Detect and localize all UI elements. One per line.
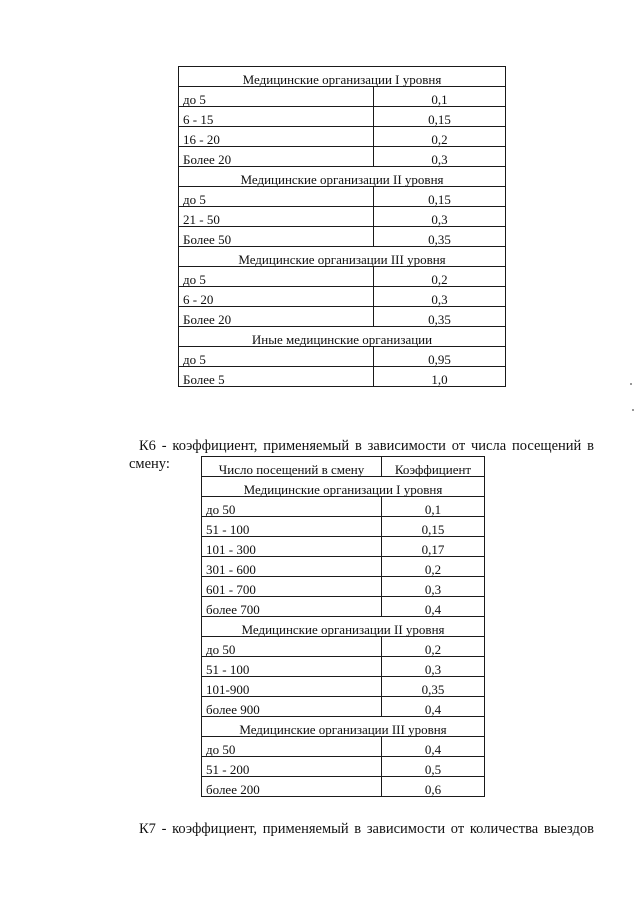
visits-per-shift-table-header	[202, 457, 485, 477]
coefficient-cell: 0,3	[374, 207, 506, 227]
range-cell: до 50	[202, 637, 382, 657]
coefficient-cell: 0,2	[374, 127, 506, 147]
scan-speck	[630, 383, 632, 385]
range-cell: 301 - 600	[202, 557, 382, 577]
coefficient-cell: 1,0	[374, 367, 506, 387]
coefficient-cell: 0,4	[382, 737, 485, 757]
range-cell: 51 - 100	[202, 657, 382, 677]
table-row	[179, 107, 506, 127]
range-cell: 51 - 200	[202, 757, 382, 777]
range-cell: более 900	[202, 697, 382, 717]
coefficient-cell: 0,4	[382, 697, 485, 717]
section-header-row	[202, 477, 485, 497]
visits-per-shift-table-body	[202, 477, 485, 797]
section-header-row	[179, 247, 506, 267]
table-row	[202, 677, 485, 697]
table-row	[179, 367, 506, 387]
table-row	[179, 267, 506, 287]
coefficient-cell: 0,95	[374, 347, 506, 367]
coefficient-cell: 0,1	[382, 497, 485, 517]
coefficient-cell: 0,2	[374, 267, 506, 287]
coefficient-cell: 0,4	[382, 597, 485, 617]
section-title: Медицинские организации I уровня	[179, 67, 506, 87]
coefficient-cell: 0,3	[382, 577, 485, 597]
table-row	[179, 87, 506, 107]
range-cell: до 5	[179, 267, 374, 287]
table-row	[202, 777, 485, 797]
table-row	[179, 347, 506, 367]
range-cell: до 5	[179, 87, 374, 107]
range-cell: до 5	[179, 347, 374, 367]
coefficient-cell: 0,35	[382, 677, 485, 697]
coefficient-cell: 0,15	[374, 107, 506, 127]
section-title: Медицинские организации II уровня	[202, 617, 485, 637]
table-row	[179, 287, 506, 307]
table-row	[179, 207, 506, 227]
coefficient-cell: 0,6	[382, 777, 485, 797]
range-cell: Более 5	[179, 367, 374, 387]
section-header-row	[179, 167, 506, 187]
range-cell: 51 - 100	[202, 517, 382, 537]
coefficient-table-1-body	[179, 67, 506, 387]
table-row	[202, 497, 485, 517]
section-title: Медицинские организации II уровня	[179, 167, 506, 187]
section-header-row	[202, 717, 485, 737]
table-row	[179, 147, 506, 167]
range-cell: 6 - 15	[179, 107, 374, 127]
coefficient-cell: 0,3	[382, 657, 485, 677]
range-cell: до 50	[202, 497, 382, 517]
range-cell: 16 - 20	[179, 127, 374, 147]
k6-paragraph-line1: К6 - коэффициент, применяемый в зависимости от числа посещений в	[139, 438, 594, 454]
coefficient-cell: 0,2	[382, 557, 485, 577]
visits-per-shift-table	[201, 456, 485, 797]
coefficient-cell: 0,35	[374, 227, 506, 247]
coefficient-cell: 0,35	[374, 307, 506, 327]
section-header-row	[179, 327, 506, 347]
k6-paragraph-line2: смену:	[129, 456, 170, 472]
section-title: Медицинские организации III уровня	[202, 717, 485, 737]
section-header-row	[179, 67, 506, 87]
table-row	[202, 597, 485, 617]
table-row	[179, 307, 506, 327]
section-header-row	[202, 617, 485, 637]
coefficient-cell: 0,3	[374, 147, 506, 167]
coefficient-cell: 0,3	[374, 287, 506, 307]
table-row	[202, 657, 485, 677]
table-header-row	[202, 457, 485, 477]
coefficient-cell: 0,17	[382, 537, 485, 557]
header-coefficient: Коэффициент	[382, 457, 485, 477]
table-row	[179, 187, 506, 207]
coefficient-cell: 0,5	[382, 757, 485, 777]
table-row	[179, 227, 506, 247]
range-cell: Более 20	[179, 307, 374, 327]
coefficient-cell: 0,15	[382, 517, 485, 537]
k7-paragraph: К7 - коэффициент, применяемый в зависимости от количества выездов	[139, 821, 594, 837]
section-title: Медицинские организации I уровня	[202, 477, 485, 497]
range-cell: 101 - 300	[202, 537, 382, 557]
table-row	[202, 517, 485, 537]
section-title: Медицинские организации III уровня	[179, 247, 506, 267]
range-cell: до 50	[202, 737, 382, 757]
range-cell: 101-900	[202, 677, 382, 697]
section-title: Иные медицинские организации	[179, 327, 506, 347]
coefficient-cell: 0,15	[374, 187, 506, 207]
header-visits-per-shift: Число посещений в смену	[202, 457, 382, 477]
range-cell: до 5	[179, 187, 374, 207]
range-cell: более 200	[202, 777, 382, 797]
table-row	[202, 557, 485, 577]
table-row	[202, 737, 485, 757]
table-row	[202, 757, 485, 777]
table-row	[179, 127, 506, 147]
range-cell: Более 50	[179, 227, 374, 247]
table-row	[202, 697, 485, 717]
scan-speck	[632, 409, 634, 411]
range-cell: Более 20	[179, 147, 374, 167]
range-cell: более 700	[202, 597, 382, 617]
range-cell: 6 - 20	[179, 287, 374, 307]
range-cell: 21 - 50	[179, 207, 374, 227]
range-cell: 601 - 700	[202, 577, 382, 597]
table-row	[202, 577, 485, 597]
table-row	[202, 537, 485, 557]
coefficient-table-1	[178, 66, 506, 387]
coefficient-cell: 0,1	[374, 87, 506, 107]
coefficient-cell: 0,2	[382, 637, 485, 657]
table-row	[202, 637, 485, 657]
